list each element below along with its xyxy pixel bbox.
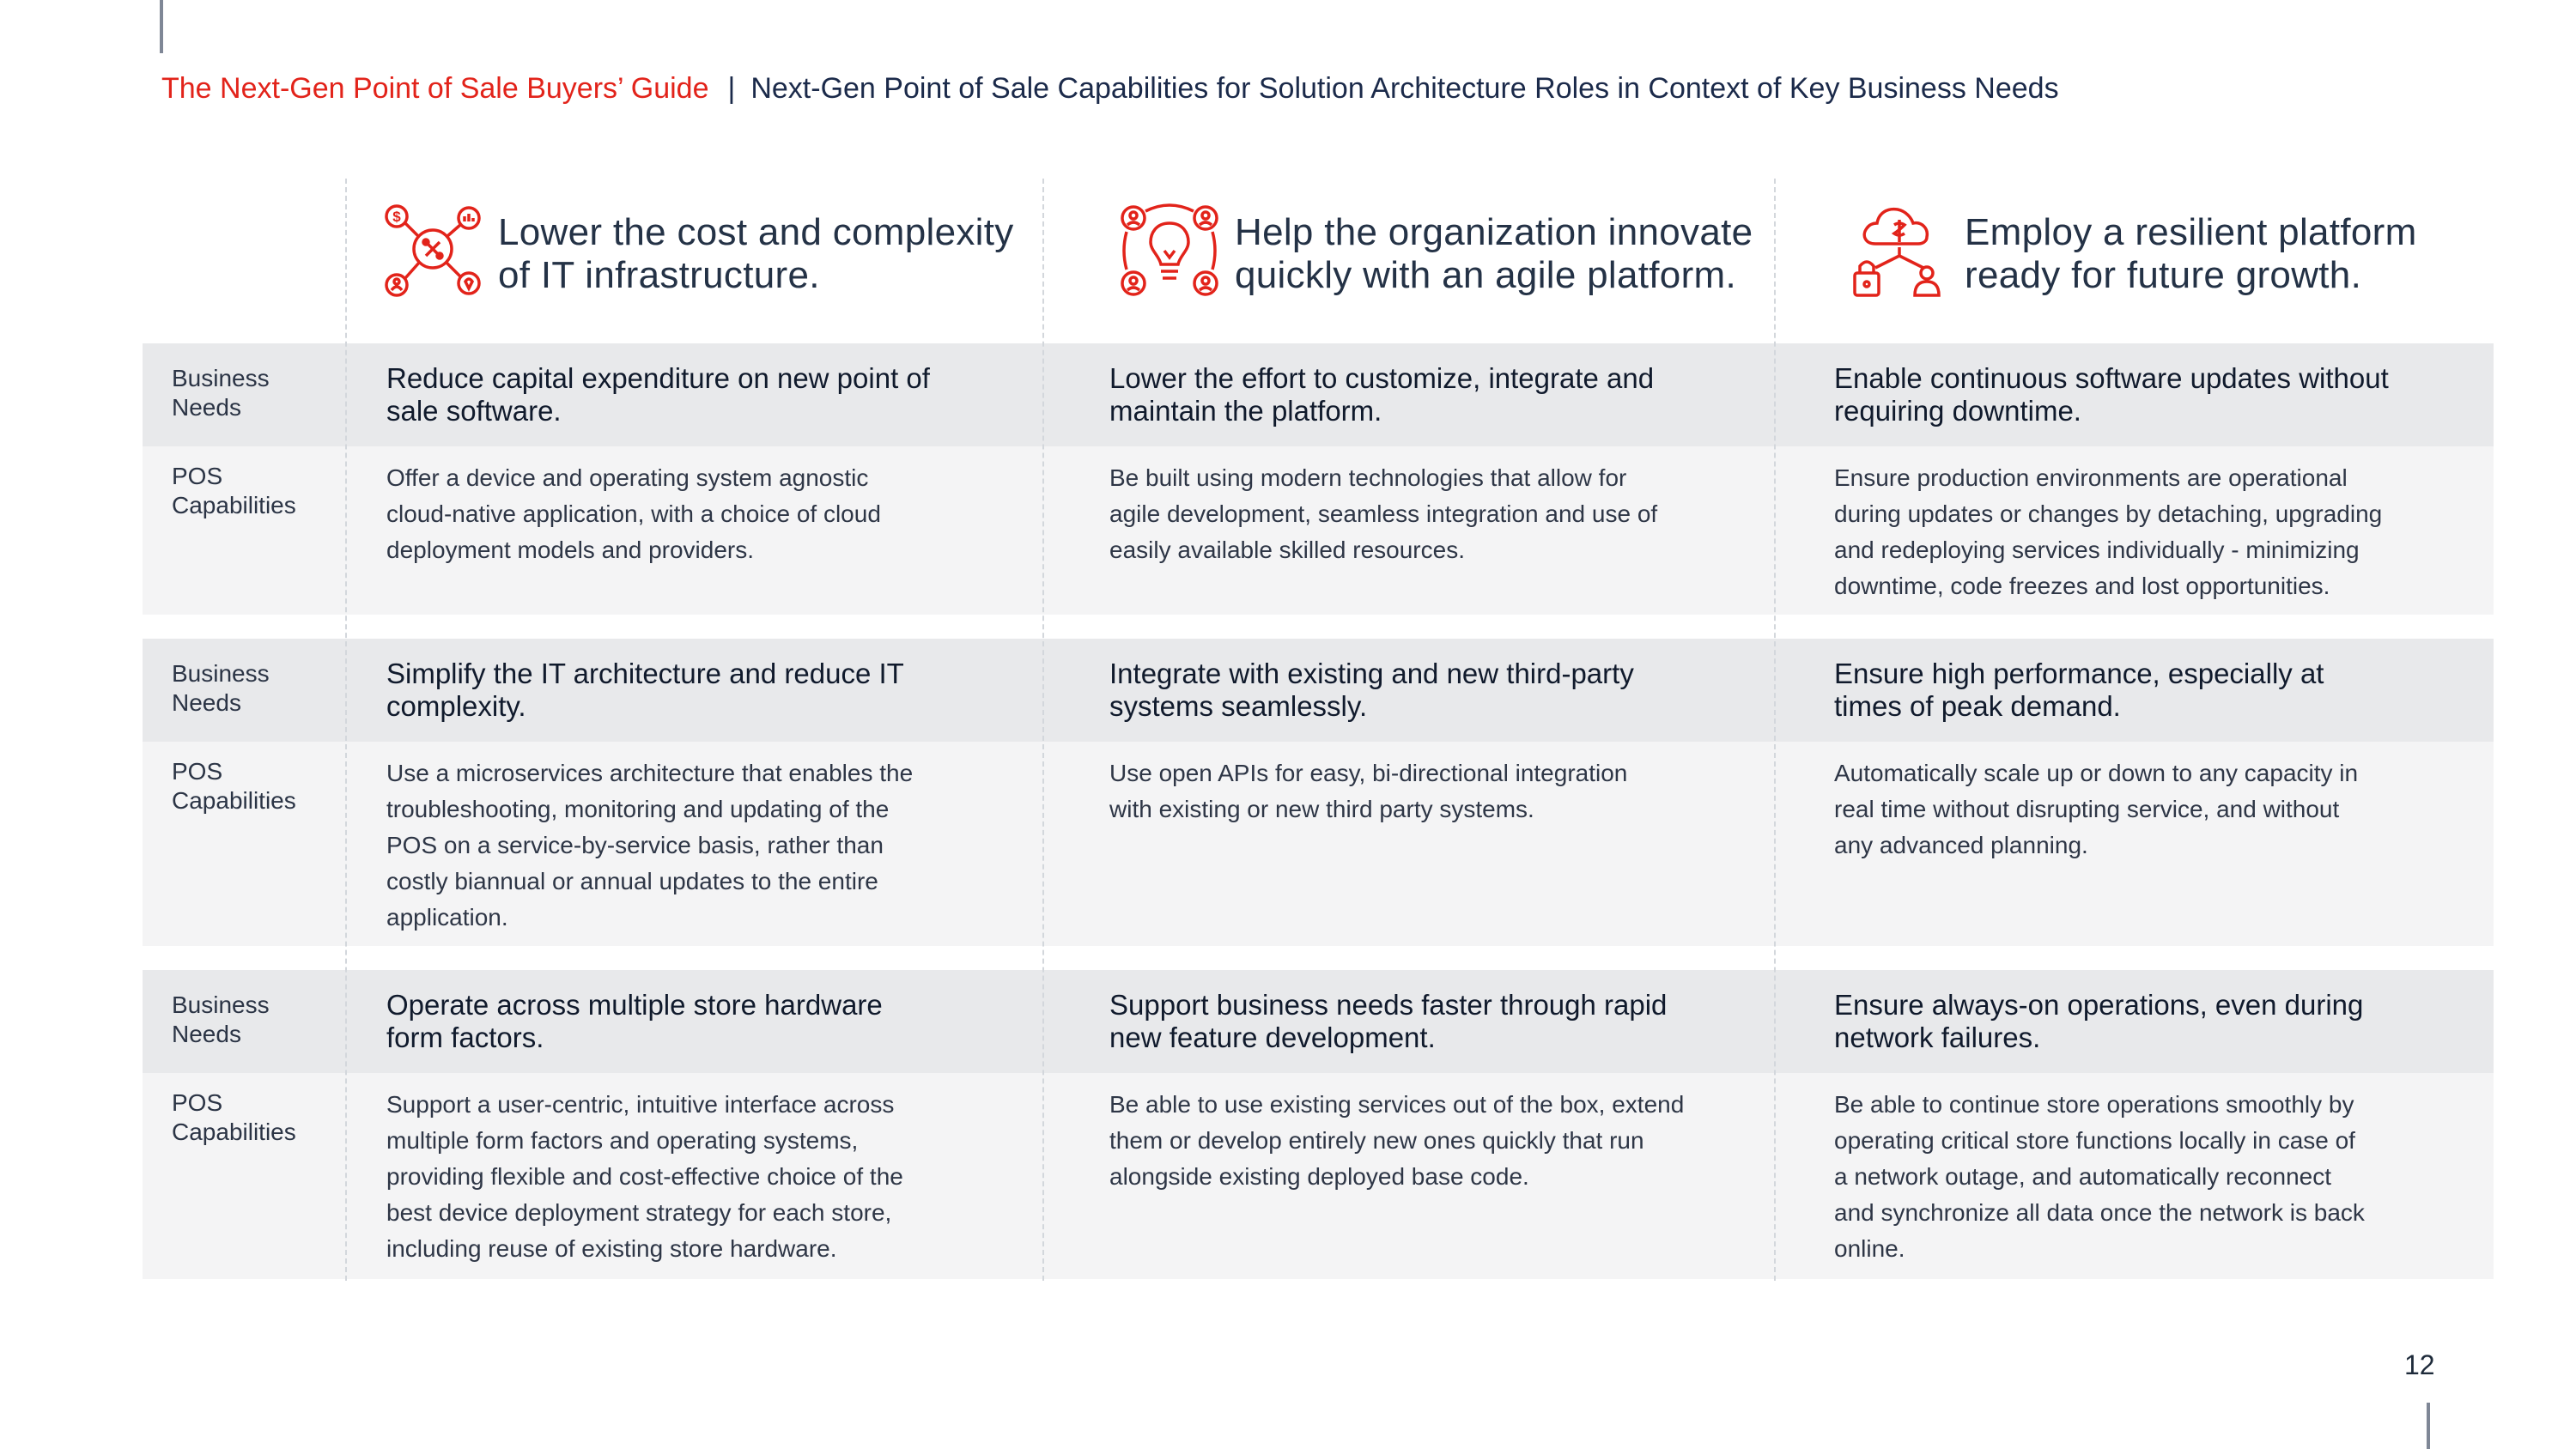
cap-line: online. [1834,1235,1905,1262]
column-header-cost [381,199,1014,311]
column-divider-1 [345,179,347,1281]
cap-line: multiple form factors and operating systems, [386,1127,859,1154]
cap-line: and synchronize all data once the network is back [1834,1199,2365,1226]
cap-line: Be able to continue store operations smoothly by [1834,1091,2354,1118]
need-line: network failures. [1834,1022,2041,1053]
need-line: Lower the effort to customize, integrate and [1109,362,1655,394]
need-line: maintain the platform. [1109,395,1382,427]
need-line: systems seamlessly. [1109,690,1368,722]
cap-line: any advanced planning. [1834,832,2088,858]
cap-line: alongside existing deployed base code. [1109,1163,1529,1190]
label-line: POS [172,1089,223,1116]
header-subtitle: Next-Gen Point of Sale Capabilities for Solution Architecture Roles in Context of Key Business Needs [750,72,2059,105]
cap-line: easily available skilled resources. [1109,537,1465,563]
page-header [161,69,2059,108]
column-title-resilient-line1: Employ a resilient platform [1965,211,2417,253]
cap-line: deployment models and providers. [386,537,755,563]
cap-line: Use a microservices architecture that enables the [386,760,914,786]
cap-line: providing flexible and cost-effective choice of the [386,1163,903,1190]
cap-line: during updates or changes by detaching, upgrading [1834,500,2383,527]
need-line: form factors. [386,1022,544,1053]
row1-need-resilient [1834,362,2487,427]
row1-cap-resilient [1834,460,2504,604]
row3-cap-resilient [1834,1087,2504,1267]
top-accent-line [160,0,163,53]
label-line: Needs [172,689,241,716]
network-cost-icon [381,199,484,302]
cap-line: including reuse of existing store hardware. [386,1235,837,1262]
row1-cap-cost [386,460,1056,568]
column-header-innovate [1118,199,1753,311]
label-line: Capabilities [172,492,296,518]
need-line: complexity. [386,690,526,722]
cap-line: Be built using modern technologies that allow for [1109,464,1627,491]
need-line: times of peak demand. [1834,690,2121,722]
lightbulb-people-icon [1118,199,1221,302]
cap-line: with existing or new third party systems. [1109,796,1534,822]
row3-need-resilient [1834,989,2487,1054]
cap-line: costly biannual or annual updates to the entire [386,868,878,894]
need-line: Ensure always-on operations, even during [1834,989,2364,1021]
cap-line: them or develop entirely new ones quickly that run [1109,1127,1644,1154]
need-line: Enable continuous software updates without [1834,362,2389,394]
row2-cap-innovate [1109,755,1779,828]
label-line: Business [172,991,270,1018]
row3-cap-cost [386,1087,1056,1267]
cap-line: and redeploying services individually - minimizing [1834,537,2360,563]
need-line: Support business needs faster through rapid [1109,989,1668,1021]
column-title-innovate-line2: quickly with an agile platform. [1235,254,1737,296]
cap-line: operating critical store functions locally in case of [1834,1127,2355,1154]
row3-pos-capabilities-label [172,1088,343,1147]
need-line: Reduce capital expenditure on new point of [386,362,930,394]
cap-line: real time without disrupting service, and without [1834,796,2340,822]
label-line: POS [172,463,223,489]
svg-text:$: $ [392,209,401,225]
row3-need-innovate [1109,989,1762,1054]
column-header-resilient [1848,199,2417,311]
label-line: Capabilities [172,1119,296,1145]
cap-line: downtime, code freezes and lost opportunities. [1834,573,2330,599]
need-line: Integrate with existing and new third-party [1109,658,1634,689]
label-line: POS [172,758,223,785]
label-line: Business [172,660,270,687]
column-title-cost-line1: Lower the cost and complexity [498,211,1014,253]
cap-line: Offer a device and operating system agnostic [386,464,869,491]
label-line: Business [172,365,270,391]
label-line: Needs [172,1021,241,1047]
bottom-accent-line [2427,1403,2430,1449]
need-line: Operate across multiple store hardware [386,989,883,1021]
need-line: requiring downtime. [1834,395,2081,427]
row1-need-cost [386,362,1039,427]
row1-business-needs-label [172,364,343,422]
need-line: Simplify the IT architecture and reduce IT [386,658,904,689]
row2-cap-resilient [1834,755,2504,864]
cap-line: Support a user-centric, intuitive interface across [386,1091,895,1118]
cap-line: Automatically scale up or down to any capacity in [1834,760,2359,786]
row2-need-resilient [1834,658,2487,723]
guide-title: The Next-Gen Point of Sale Buyers’ Guide [161,72,709,105]
row3-business-needs-label [172,991,343,1049]
row2-business-needs-label [172,659,343,718]
row2-need-cost [386,658,1039,723]
row3-cap-innovate [1109,1087,1779,1195]
row1-need-innovate [1109,362,1762,427]
need-line: new feature development. [1109,1022,1436,1053]
label-line: Needs [172,394,241,421]
column-title-resilient-line2: ready for future growth. [1965,254,2362,296]
row2-pos-capabilities-label [172,757,343,815]
row2-cap-cost [386,755,1056,936]
cap-line: agile development, seamless integration and use of [1109,500,1658,527]
header-separator: | [727,72,736,105]
label-line: Capabilities [172,787,296,814]
cap-line: cloud-native application, with a choice of cloud [386,500,881,527]
row1-cap-innovate [1109,460,1779,568]
cap-line: a network outage, and automatically reconnect [1834,1163,2332,1190]
need-line: Ensure high performance, especially at [1834,658,2324,689]
row2-need-innovate [1109,658,1762,723]
cap-line: troubleshooting, monitoring and updating of the [386,796,890,822]
cap-line: best device deployment strategy for each store, [386,1199,892,1226]
cap-line: Be able to use existing services out of the box, extend [1109,1091,1685,1118]
cap-line: Ensure production environments are operational [1834,464,2348,491]
cap-line: Use open APIs for easy, bi-directional integration [1109,760,1628,786]
column-title-innovate-line1: Help the organization innovate [1235,211,1753,253]
need-line: sale software. [386,395,562,427]
row1-pos-capabilities-label [172,462,343,520]
column-title-cost-line2: of IT infrastructure. [498,254,820,296]
row3-need-cost [386,989,1039,1054]
cloud-lock-people-icon [1848,199,1951,302]
cap-line: POS on a service-by-service basis, rather than [386,832,884,858]
page-number: 12 [2404,1349,2435,1380]
cap-line: application. [386,904,508,931]
